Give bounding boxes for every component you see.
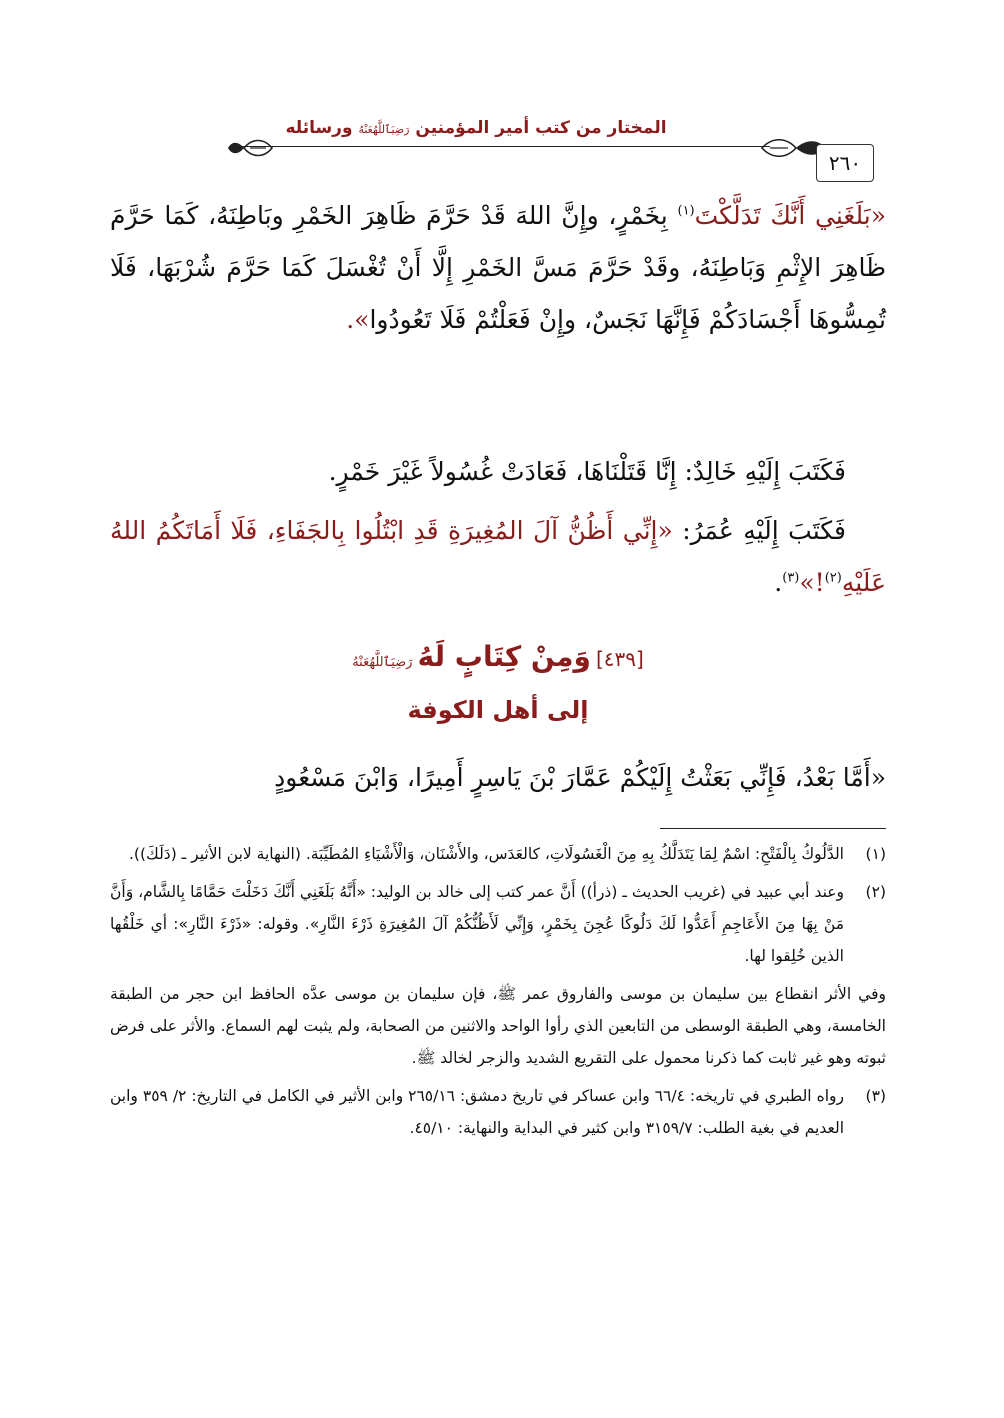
footnote-2 [110,876,886,972]
quote-close: ». [346,305,370,334]
header-ornament-left [226,133,274,163]
section-number: [٤٣٩] [595,647,644,671]
section-heading [110,640,886,673]
paragraph-4: «أَمَّا بَعْدُ، فَإِنِّي بَعَثْتُ إِلَيْكُمْ عَمَّارَ بْنَ يَاسِرٍ أَمِيرًا، وَابْنَ مَسْعُودٍ [274,763,886,792]
section-subtitle: إلى أهل الكوفة [407,696,589,724]
paragraph-3-quote: «إِنِّي أَظُنُّ آلَ المُغِيرَةِ قَدِ ابْتُلُوا بِالجَفَاءِ، فَلَا أَمَاتَكُمُ اللهُ عَلَيْهِ [110,516,886,597]
footnote-ref-3[interactable]: (٣) [782,570,800,586]
paragraph-1-text: بِخَمْرٍ، وإِنَّ اللهَ قَدْ حَرَّمَ ظَاهِرَ الخَمْرِ وبَاطِنَهُ، كَمَا حَرَّمَ ظَاهِرَ الإِثْمِ وَبَاطِنَهُ، وقَدْ حَرَّمَ مَسَّ الخَمْرِ إِلَّا أَنْ تُغْسَلَ كَمَا حَرَّمَ شُرْبَهَا، فَلَا تُمِسُّوهَا أَجْسَادَكُمْ فَإِنَّهَا نَجَسٌ، وإِنْ فَعَلْتُمْ فَلَا تَعُودُوا [110,201,886,334]
footnote-1 [110,838,886,870]
running-header [266,118,686,138]
quote-open: «بَلَغَنِي أَنَّكَ تَدَلَّكْتَ [694,201,887,230]
footnote-text: الدَّلُوكُ بِالْفَتْحِ: اسْمٌ لِمَا يَتَدَلَّكُ بِهِ مِنَ الْغَسُولَاتِ، كالعَدَس، والأَشْنَان، وَالْأَشْيَاءِ المُطَيِّبَة. (النهاية لابن الأثير ـ (دَلَكَ)). [129,845,844,863]
paragraph-3-close: !» [799,568,825,597]
footnote-number: (٢) [865,883,886,901]
footnote-text: رواه الطبري في تاريخه: ٦٦/٤ وابن عساكر في تاريخ دمشق: ٢٦٥/١٦ وابن الأثير في الكامل في التاريخ: ٢/ ٣٥٩ وابن العديم في بغية الطلب: ٣١٥٩/٧ وابن كثير في البداية والنهاية: ٤٥/١٠. [110,1087,844,1137]
paragraph-3-lead: فَكَتَبَ إِلَيْهِ عُمَرُ: [682,516,846,545]
header-title-tail: ورسائله [285,118,353,138]
header-rule [238,146,770,147]
header-honorific: رَضِيَٱللَّهُعَنْهُ [358,123,410,136]
footnote-2-continuation: وفي الأثر انقطاع بين سليمان بن موسى والفاروق عمر ﷺ، فإن سليمان بن موسى عدَّه الحافظ ابن حجر من الطبقة الخامسة، وهي الطبقة الوسطى من التابعين الذي رأوا الواحد والاثنين من الصحابة، ولم يثبت لهم السماع. والأثر على فرض ثبوته وهو غير ثابت كما ذكرنا محمول على التقريع الشديد والزجر لخالد ﷺ. [110,985,886,1067]
footnote-number: (١) [865,845,886,863]
page-number: ٢٦٠ [816,144,874,182]
footnotes [110,838,886,1150]
paragraph-1 [110,190,886,346]
footnote-number: (٣) [865,1087,886,1105]
footnote-3 [110,1080,886,1144]
section-honorific: رَضِيَٱللَّهُعَنْهُ [352,655,413,670]
section-title: وَمِنْ كِتَابٍ لَهُ [417,640,591,673]
footnote-separator [660,828,886,829]
footnote-ref-2[interactable]: (٢) [824,570,842,586]
header-title: المختار من كتب أمير المؤمنين [415,118,667,138]
paragraph-3 [110,505,886,609]
footnote-ref-1[interactable]: (١) [677,203,695,219]
paragraph-3-end: . [774,568,783,597]
footnote-text: وعند أبي عبيد في (غريب الحديث ـ (ذرأ)) أَنَّ عمر كتب إلى خالد بن الوليد: «أَنَّهُ بَلَغَنِي أَنَّكَ دَخَلْتَ حَمَّامًا بِالشَّام، وَأَنَّ مَنْ بِهَا مِنَ الأَعَاجِمِ أَعَدُّوا لَكَ دَلُوكًا عُجِنَ بِخَمْرٍ، وَإِنِّي لَأَظُنُّكُمْ آلَ المُغِيرَةِ ذَرْءَ النَّارِ». وقوله: «ذَرْءَ النَّارِ»: أي خَلْقُها الذين خُلِقوا لها. [110,883,844,965]
paragraph-2: فَكَتَبَ إِلَيْهِ خَالِدٌ: إِنَّا قَتَلْنَاهَا، فَعَادَتْ غُسُولاً غَيْرَ خَمْرٍ. [328,457,846,486]
